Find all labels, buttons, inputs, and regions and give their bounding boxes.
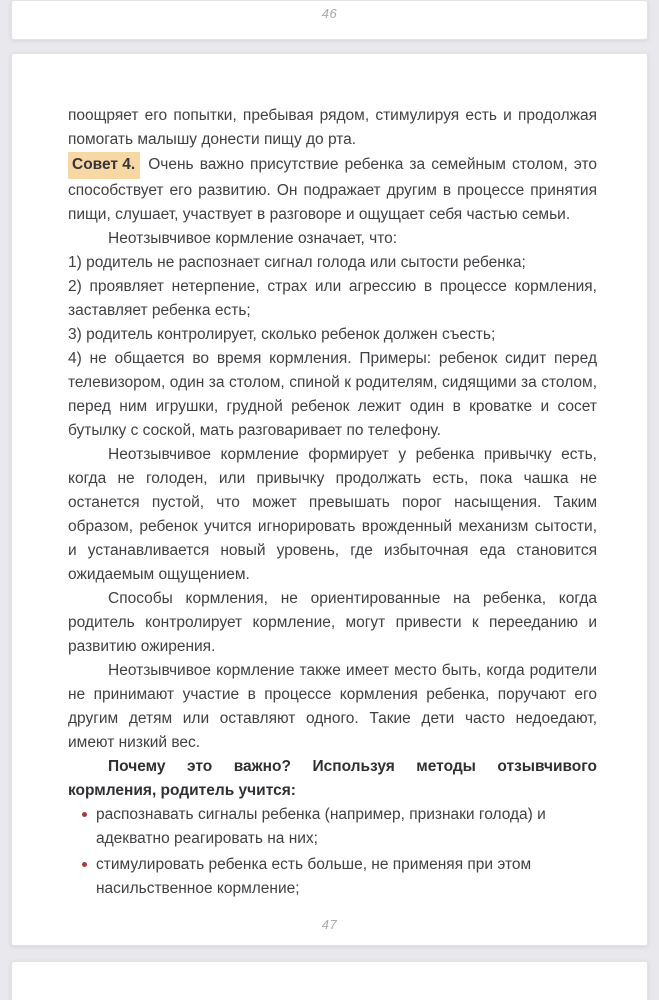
list-item xyxy=(96,803,597,851)
paragraph-tip-4-text: Очень важно присутствие ребенка за семейным столом, это способствует его развитию. Он подражает другим в процессе принятия пищи, слушает, участвует в разговоре и ощущает себя частью семьи. xyxy=(68,156,597,223)
paragraph-overeating: Способы кормления, не ориентированные на ребенка, когда родитель контролирует кормление, могут привести к перееданию и развитию ожирения. xyxy=(68,590,597,655)
paragraph-neglect: Неотзывчивое кормление также имеет место быть, когда родители не принимают участие в процессе кормления ребенка, поручают его другим детям или оставляют одного. Такие дети часто недоедают, имеют низкий вес. xyxy=(68,662,597,751)
page-number-current: 47 xyxy=(321,917,338,932)
why-important-heading: Почему это важно? Используя методы отзывчивого кормления, родитель учится: xyxy=(68,758,597,799)
page-next xyxy=(11,961,648,1000)
list-item xyxy=(96,853,597,901)
paragraph-continuation: поощряет его попытки, пребывая рядом, стимулируя есть и продолжая помогать малышу донести пищу до рта. xyxy=(68,107,597,148)
list-item-3: 3) родитель контролирует, сколько ребенок должен съесть; xyxy=(68,326,496,343)
paragraph-definition-intro: Неотзывчивое кормление означает, что: xyxy=(108,230,398,247)
page-previous xyxy=(11,0,648,40)
list-item-text: распознавать сигналы ребенка (например, признаки голода) и адекватно реагировать на них; xyxy=(96,806,546,847)
page-current xyxy=(11,53,648,946)
list-item-4: 4) не общается во время кормления. Примеры: ребенок сидит перед телевизором, один за столом, спиной к родителям, сидящими за столом, перед ним игрушки, грудной ребенок лежит один в кроватке и сосет бутылку с соской, мать разговаривает по телефону. xyxy=(68,350,597,439)
bullet-dot-icon xyxy=(82,812,87,817)
page-number-prev: 46 xyxy=(321,6,338,21)
paragraph-tip-4 xyxy=(68,152,597,227)
benefits-list xyxy=(68,803,597,901)
paragraph-habit: Неотзывчивое кормление формирует у ребенка привычку есть, когда не голоден, или привычку продолжать есть, пока чашка не останется пустой, что может превышать порог насыщения. Таким образом, ребенок учится игнорировать врожденный механизм сытости, и устанавливается новый уровень, где избыточная еда становится ожидаемым ощущением. xyxy=(68,446,597,583)
bullet-dot-icon xyxy=(82,862,87,867)
page-content xyxy=(68,104,597,901)
list-item-2: 2) проявляет нетерпение, страх или агрессию в процессе кормления, заставляет ребенка есть; xyxy=(68,278,597,319)
tip-4-badge: Совет 4. xyxy=(68,152,140,179)
list-item-1: 1) родитель не распознает сигнал голода или сытости ребенка; xyxy=(68,254,526,271)
list-item-text: стимулировать ребенка есть больше, не применяя при этом насильственное кормление; xyxy=(96,856,532,897)
